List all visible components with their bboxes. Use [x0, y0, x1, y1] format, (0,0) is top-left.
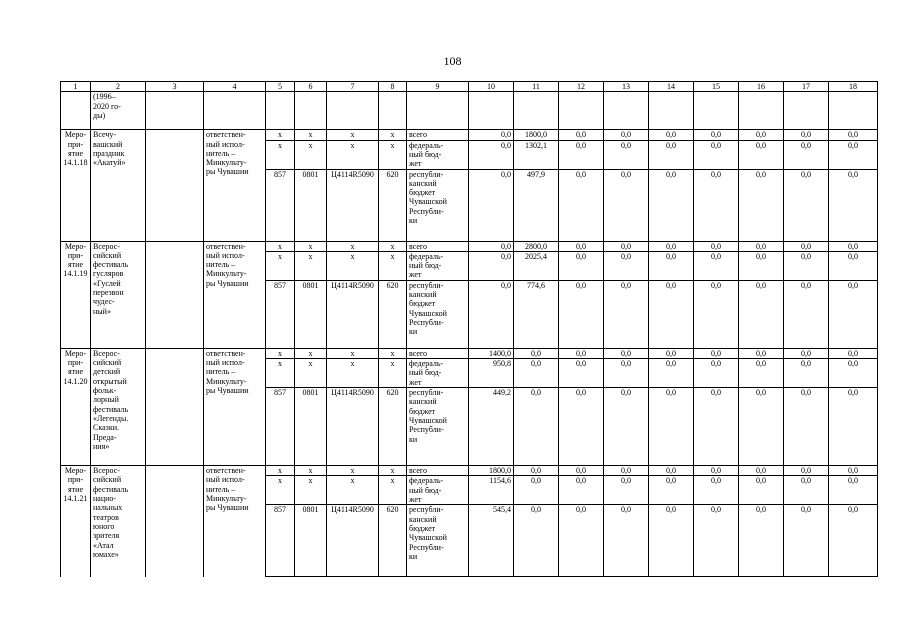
amount-cell: 0,0 — [649, 169, 694, 241]
code-x: x — [295, 466, 327, 476]
amount-cell: 0,0 — [829, 505, 878, 577]
continuation-row — [61, 92, 878, 130]
amount-cell: 950,8 — [469, 359, 514, 388]
amount-cell: 774,6 — [514, 280, 559, 348]
funding-source: федераль- ный бюд- жет — [407, 359, 469, 388]
amount-cell: 0,0 — [649, 251, 694, 280]
amount-cell: 0,0 — [829, 476, 878, 505]
event-name: Всечу- вашский праздник «Акатуй» — [91, 130, 146, 241]
amount-cell: 0,0 — [604, 130, 649, 140]
amount-cell: 0,0 — [604, 388, 649, 466]
code-grbs: 857 — [266, 280, 295, 348]
event-row-total — [61, 466, 878, 476]
amount-cell: 0,0 — [604, 476, 649, 505]
amount-cell: 0,0 — [604, 241, 649, 251]
amount-cell: 0,0 — [784, 348, 829, 358]
amount-cell: 0,0 — [829, 359, 878, 388]
amount-cell: 0,0 — [829, 388, 878, 466]
amount-cell: 0,0 — [739, 476, 784, 505]
amount-cell: 0,0 — [739, 348, 784, 358]
code-x: x — [266, 241, 295, 251]
responsible-executor: ответствен- ный испол- нитель – Минкульту- ры Чувашии — [204, 348, 266, 465]
code-csr: Ц4114R5090 — [327, 505, 379, 577]
funding-source: федераль- ный бюд- жет — [407, 476, 469, 505]
amount-cell: 0,0 — [694, 348, 739, 358]
code-x: x — [295, 251, 327, 280]
code-x: x — [327, 140, 379, 169]
amount-cell: 0,0 — [514, 466, 559, 476]
amount-cell: 0,0 — [694, 476, 739, 505]
code-x: x — [379, 476, 407, 505]
amount-cell: 0,0 — [829, 169, 878, 241]
code-x: x — [295, 348, 327, 358]
amount-cell: 0,0 — [604, 348, 649, 358]
amount-cell: 0,0 — [559, 241, 604, 251]
amount-cell: 0,0 — [739, 388, 784, 466]
amount-cell: 0,0 — [694, 140, 739, 169]
amount-cell: 0,0 — [559, 280, 604, 348]
amount-cell: 0,0 — [604, 505, 649, 577]
amount-cell: 2800,0 — [514, 241, 559, 251]
code-vr: 620 — [379, 505, 407, 577]
amount-cell: 0,0 — [604, 466, 649, 476]
code-x: x — [295, 140, 327, 169]
amount-cell: 0,0 — [514, 476, 559, 505]
event-col-3 — [146, 348, 204, 465]
event-col-3 — [146, 130, 204, 241]
code-vr: 620 — [379, 169, 407, 241]
code-csr: Ц4114R5090 — [327, 280, 379, 348]
amount-cell: 0,0 — [694, 505, 739, 577]
amount-cell: 0,0 — [649, 140, 694, 169]
code-grbs: 857 — [266, 169, 295, 241]
amount-cell: 0,0 — [469, 241, 514, 251]
amount-cell: 0,0 — [784, 169, 829, 241]
code-rzpr: 0801 — [295, 505, 327, 577]
amount-cell: 0,0 — [694, 130, 739, 140]
amount-cell: 0,0 — [784, 505, 829, 577]
amount-cell: 0,0 — [829, 466, 878, 476]
amount-cell: 497,9 — [514, 169, 559, 241]
amount-cell: 0,0 — [559, 140, 604, 169]
funding-source: республи- канский бюджет Чувашской Республи- ки — [407, 505, 469, 577]
amount-cell: 0,0 — [784, 388, 829, 466]
amount-cell: 0,0 — [784, 140, 829, 169]
amount-cell: 1800,0 — [514, 130, 559, 140]
column-header: 1 — [61, 82, 91, 92]
code-x: x — [266, 348, 295, 358]
amount-cell: 0,0 — [739, 505, 784, 577]
amount-cell: 1302,1 — [514, 140, 559, 169]
code-x: x — [379, 140, 407, 169]
event-id: Меро- при- ятие 14.1.18 — [61, 130, 91, 241]
amount-cell: 0,0 — [649, 466, 694, 476]
funding-source: всего — [407, 348, 469, 358]
amount-cell: 0,0 — [514, 359, 559, 388]
code-x: x — [295, 241, 327, 251]
amount-cell: 0,0 — [829, 140, 878, 169]
responsible-executor: ответствен- ный испол- нитель – Минкульту- ры Чувашии — [204, 241, 266, 348]
amount-cell: 0,0 — [469, 140, 514, 169]
amount-cell: 0,0 — [514, 388, 559, 466]
continuation-text: (1996– 2020 го- ды) — [91, 92, 146, 130]
amount-cell: 1800,0 — [469, 466, 514, 476]
amount-cell: 0,0 — [469, 280, 514, 348]
column-header: 7 — [327, 82, 379, 92]
amount-cell: 0,0 — [649, 280, 694, 348]
code-x: x — [266, 359, 295, 388]
event-name: Всерос- сийский детский открытый фольк- лорный фестиваль «Легенды. Сказки. Преда- ния» — [91, 348, 146, 465]
amount-cell: 0,0 — [649, 241, 694, 251]
code-rzpr: 0801 — [295, 169, 327, 241]
amount-cell: 0,0 — [829, 251, 878, 280]
amount-cell: 0,0 — [784, 466, 829, 476]
code-vr: 620 — [379, 388, 407, 466]
amount-cell: 449,2 — [469, 388, 514, 466]
amount-cell: 0,0 — [469, 251, 514, 280]
event-row-total — [61, 130, 878, 140]
funding-source: республи- канский бюджет Чувашской Республи- ки — [407, 280, 469, 348]
amount-cell: 0,0 — [829, 130, 878, 140]
amount-cell: 0,0 — [559, 466, 604, 476]
funding-source: всего — [407, 130, 469, 140]
amount-cell: 0,0 — [739, 280, 784, 348]
amount-cell: 0,0 — [694, 466, 739, 476]
responsible-executor: ответствен- ный испол- нитель – Минкульту- ры Чувашии — [204, 130, 266, 241]
code-x: x — [327, 130, 379, 140]
amount-cell: 0,0 — [739, 169, 784, 241]
event-col-3 — [146, 466, 204, 577]
column-number-row — [61, 82, 878, 92]
code-csr: Ц4114R5090 — [327, 169, 379, 241]
amount-cell: 0,0 — [784, 476, 829, 505]
code-grbs: 857 — [266, 505, 295, 577]
amount-cell: 0,0 — [559, 476, 604, 505]
column-header: 8 — [379, 82, 407, 92]
budget-table — [60, 81, 878, 577]
amount-cell: 0,0 — [694, 280, 739, 348]
amount-cell: 0,0 — [559, 359, 604, 388]
amount-cell: 0,0 — [739, 466, 784, 476]
amount-cell: 0,0 — [784, 251, 829, 280]
amount-cell: 0,0 — [829, 241, 878, 251]
amount-cell: 0,0 — [649, 348, 694, 358]
amount-cell: 0,0 — [739, 241, 784, 251]
code-x: x — [379, 251, 407, 280]
code-x: x — [327, 466, 379, 476]
amount-cell: 2025,4 — [514, 251, 559, 280]
column-header: 14 — [649, 82, 694, 92]
code-grbs: 857 — [266, 388, 295, 466]
column-header: 16 — [739, 82, 784, 92]
amount-cell: 0,0 — [694, 359, 739, 388]
amount-cell: 0,0 — [469, 169, 514, 241]
amount-cell: 0,0 — [649, 130, 694, 140]
code-x: x — [327, 476, 379, 505]
amount-cell: 0,0 — [649, 476, 694, 505]
code-x: x — [266, 476, 295, 505]
funding-source: республи- канский бюджет Чувашской Республи- ки — [407, 169, 469, 241]
funding-source: всего — [407, 466, 469, 476]
column-header: 2 — [91, 82, 146, 92]
code-x: x — [295, 359, 327, 388]
code-x: x — [327, 241, 379, 251]
funding-source: федераль- ный бюд- жет — [407, 251, 469, 280]
amount-cell: 0,0 — [604, 251, 649, 280]
column-header: 3 — [146, 82, 204, 92]
code-x: x — [327, 348, 379, 358]
column-header: 6 — [295, 82, 327, 92]
event-id: Меро- при- ятие 14.1.19 — [61, 241, 91, 348]
amount-cell: 0,0 — [694, 169, 739, 241]
amount-cell: 0,0 — [649, 388, 694, 466]
code-x: x — [266, 140, 295, 169]
event-id: Меро- при- ятие 14.1.20 — [61, 348, 91, 465]
amount-cell: 0,0 — [469, 130, 514, 140]
event-id: Меро- при- ятие 14.1.21 — [61, 466, 91, 577]
amount-cell: 0,0 — [829, 280, 878, 348]
amount-cell: 0,0 — [784, 359, 829, 388]
amount-cell: 0,0 — [559, 388, 604, 466]
amount-cell: 1154,6 — [469, 476, 514, 505]
event-row-total — [61, 348, 878, 358]
code-x: x — [379, 241, 407, 251]
responsible-executor: ответствен- ный испол- нитель – Минкульту- ры Чувашии — [204, 466, 266, 577]
amount-cell: 0,0 — [739, 359, 784, 388]
column-header: 9 — [407, 82, 469, 92]
code-csr: Ц4114R5090 — [327, 388, 379, 466]
code-x: x — [379, 466, 407, 476]
funding-source: федераль- ный бюд- жет — [407, 140, 469, 169]
column-header: 12 — [559, 82, 604, 92]
amount-cell: 0,0 — [829, 348, 878, 358]
amount-cell: 0,0 — [559, 130, 604, 140]
column-header: 15 — [694, 82, 739, 92]
column-header: 17 — [784, 82, 829, 92]
amount-cell: 0,0 — [559, 348, 604, 358]
column-header: 13 — [604, 82, 649, 92]
column-header: 4 — [204, 82, 266, 92]
amount-cell: 0,0 — [694, 251, 739, 280]
code-x: x — [379, 348, 407, 358]
event-row-total — [61, 241, 878, 251]
code-x: x — [266, 251, 295, 280]
funding-source: всего — [407, 241, 469, 251]
code-x: x — [327, 359, 379, 388]
amount-cell: 0,0 — [649, 505, 694, 577]
amount-cell: 1400,0 — [469, 348, 514, 358]
code-x: x — [379, 359, 407, 388]
amount-cell: 0,0 — [694, 241, 739, 251]
column-header: 10 — [469, 82, 514, 92]
amount-cell: 0,0 — [739, 140, 784, 169]
amount-cell: 0,0 — [604, 280, 649, 348]
amount-cell: 0,0 — [514, 348, 559, 358]
amount-cell: 545,4 — [469, 505, 514, 577]
code-rzpr: 0801 — [295, 280, 327, 348]
amount-cell: 0,0 — [604, 359, 649, 388]
amount-cell: 0,0 — [784, 280, 829, 348]
code-x: x — [266, 466, 295, 476]
amount-cell: 0,0 — [694, 388, 739, 466]
funding-source: республи- канский бюджет Чувашской Республи- ки — [407, 388, 469, 466]
amount-cell: 0,0 — [559, 505, 604, 577]
amount-cell: 0,0 — [559, 169, 604, 241]
code-x: x — [295, 476, 327, 505]
code-x: x — [266, 130, 295, 140]
code-x: x — [379, 130, 407, 140]
column-header: 11 — [514, 82, 559, 92]
amount-cell: 0,0 — [604, 169, 649, 241]
amount-cell: 0,0 — [604, 140, 649, 169]
column-header: 5 — [266, 82, 295, 92]
code-x: x — [327, 251, 379, 280]
amount-cell: 0,0 — [739, 130, 784, 140]
column-header: 18 — [829, 82, 878, 92]
amount-cell: 0,0 — [649, 359, 694, 388]
event-name: Всерос- сийский фестиваль гусляров «Гуслей перезвон чудес- ный» — [91, 241, 146, 348]
code-rzpr: 0801 — [295, 388, 327, 466]
amount-cell: 0,0 — [784, 241, 829, 251]
code-vr: 620 — [379, 280, 407, 348]
page-number: 108 — [443, 54, 462, 68]
event-col-3 — [146, 241, 204, 348]
amount-cell: 0,0 — [784, 130, 829, 140]
amount-cell: 0,0 — [514, 505, 559, 577]
amount-cell: 0,0 — [739, 251, 784, 280]
event-name: Всерос- сийский фестиваль нацио- нальных театров юного зрителя «Атал юмахе» — [91, 466, 146, 577]
code-x: x — [295, 130, 327, 140]
amount-cell: 0,0 — [559, 251, 604, 280]
